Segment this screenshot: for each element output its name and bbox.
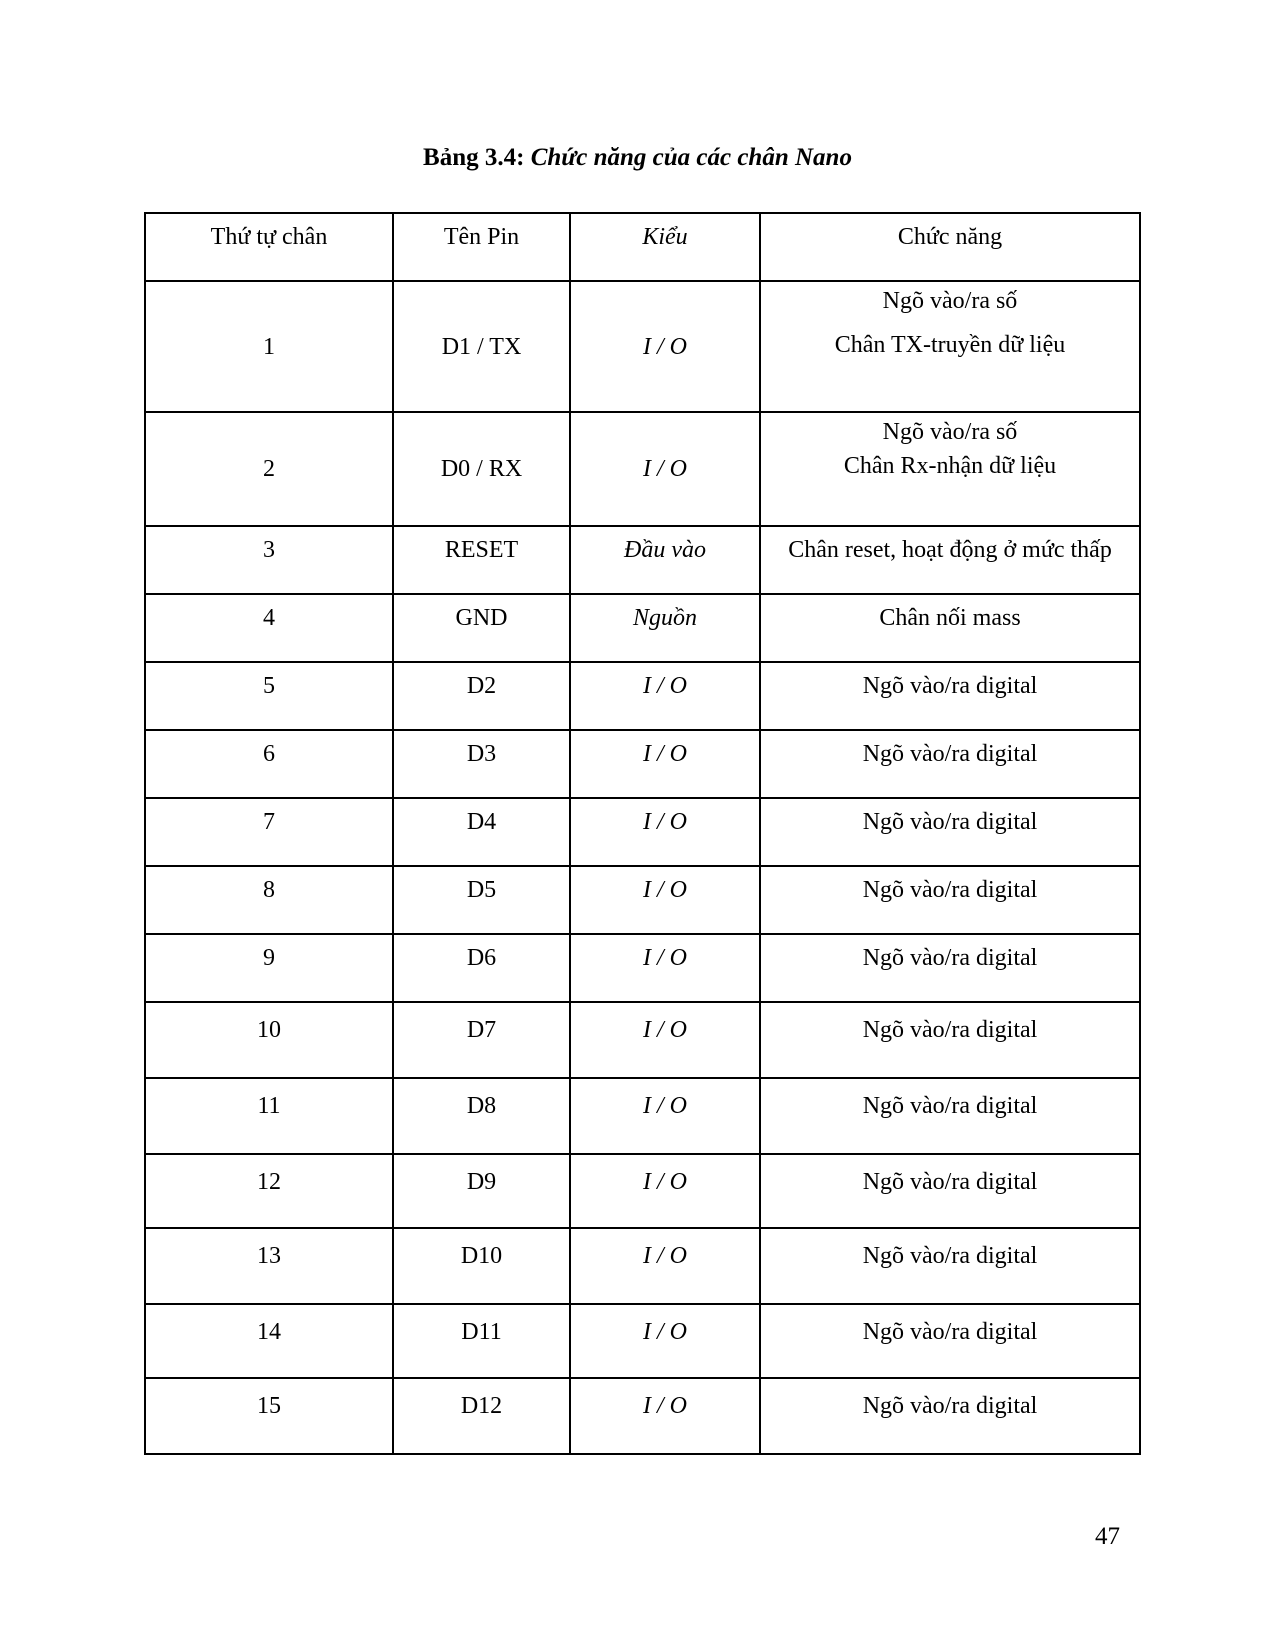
table-row [145, 730, 1140, 798]
cell-function [760, 866, 1140, 934]
cell-type: I / O [570, 281, 760, 412]
table-row [145, 1002, 1140, 1078]
cell-pin-name: D12 [393, 1378, 570, 1454]
cell-function [760, 412, 1140, 526]
cell-order: 5 [145, 662, 393, 730]
table-row [145, 934, 1140, 1002]
cell-type: I / O [570, 412, 760, 526]
cell-type: I / O [570, 730, 760, 798]
cell-order: 8 [145, 866, 393, 934]
table-row [145, 1378, 1140, 1454]
cell-pin-name: D3 [393, 730, 570, 798]
cell-type: I / O [570, 1002, 760, 1078]
table-body [145, 281, 1140, 1454]
cell-function [760, 1228, 1140, 1304]
function-line: Ngõ vào/ra digital [862, 877, 1038, 903]
cell-function [760, 281, 1140, 412]
cell-order: 13 [145, 1228, 393, 1304]
function-line: Chân TX-truyền dữ liệu [834, 332, 1066, 358]
cell-function [760, 526, 1140, 594]
header-function: Chức năng [760, 213, 1140, 281]
cell-order: 15 [145, 1378, 393, 1454]
cell-pin-name: D10 [393, 1228, 570, 1304]
cell-pin-name: D7 [393, 1002, 570, 1078]
cell-type: I / O [570, 1154, 760, 1228]
cell-order: 6 [145, 730, 393, 798]
cell-pin-name: RESET [393, 526, 570, 594]
table-row [145, 1228, 1140, 1304]
cell-type: I / O [570, 798, 760, 866]
cell-type: I / O [570, 866, 760, 934]
cell-function [760, 594, 1140, 662]
function-line: Ngõ vào/ra digital [862, 809, 1038, 835]
cell-order: 1 [145, 281, 393, 412]
table-row [145, 798, 1140, 866]
cell-order: 7 [145, 798, 393, 866]
cell-pin-name: D5 [393, 866, 570, 934]
table-caption-text: Chức năng của các chân Nano [530, 144, 852, 171]
cell-pin-name: D6 [393, 934, 570, 1002]
cell-type: Nguồn [570, 594, 760, 662]
function-line: Chân nối mass [879, 605, 1021, 631]
cell-function [760, 662, 1140, 730]
table-header-row [145, 213, 1140, 281]
cell-function [760, 934, 1140, 1002]
cell-function [760, 1078, 1140, 1154]
cell-function [760, 1002, 1140, 1078]
table-row [145, 1154, 1140, 1228]
function-line: Ngõ vào/ra digital [862, 1093, 1038, 1119]
cell-order: 9 [145, 934, 393, 1002]
function-line: Ngõ vào/ra digital [862, 1393, 1038, 1419]
cell-function [760, 798, 1140, 866]
cell-pin-name: GND [393, 594, 570, 662]
function-line: Ngõ vào/ra số [882, 419, 1018, 445]
pin-function-table [144, 212, 1141, 1455]
table-row [145, 1304, 1140, 1378]
function-line: Ngõ vào/ra digital [862, 1319, 1038, 1345]
function-line: Chân Rx-nhận dữ liệu [843, 453, 1057, 479]
cell-pin-name: D9 [393, 1154, 570, 1228]
table-row [145, 1078, 1140, 1154]
header-order: Thứ tự chân [145, 213, 393, 281]
cell-type: I / O [570, 934, 760, 1002]
cell-pin-name: D0 / RX [393, 412, 570, 526]
table-row [145, 662, 1140, 730]
table-row [145, 866, 1140, 934]
cell-pin-name: D11 [393, 1304, 570, 1378]
cell-type: I / O [570, 662, 760, 730]
table-row [145, 594, 1140, 662]
function-line: Ngõ vào/ra digital [862, 945, 1038, 971]
function-line: Ngõ vào/ra digital [862, 1169, 1038, 1195]
cell-type: I / O [570, 1378, 760, 1454]
cell-function [760, 1304, 1140, 1378]
cell-order: 10 [145, 1002, 393, 1078]
cell-order: 4 [145, 594, 393, 662]
header-type: Kiểu [570, 213, 760, 281]
header-pin-name: Tên Pin [393, 213, 570, 281]
cell-pin-name: D4 [393, 798, 570, 866]
cell-order: 3 [145, 526, 393, 594]
cell-pin-name: D2 [393, 662, 570, 730]
cell-type: I / O [570, 1228, 760, 1304]
function-line: Chân reset, hoạt động ở mức thấp [788, 537, 1112, 563]
page-number: 47 [1095, 1523, 1120, 1550]
cell-order: 11 [145, 1078, 393, 1154]
cell-order: 12 [145, 1154, 393, 1228]
cell-order: 2 [145, 412, 393, 526]
function-line: Ngõ vào/ra digital [862, 741, 1038, 767]
cell-type: I / O [570, 1078, 760, 1154]
function-line: Ngõ vào/ra digital [862, 1017, 1038, 1043]
cell-function [760, 1154, 1140, 1228]
function-line: Ngõ vào/ra digital [862, 673, 1038, 699]
table-row [145, 412, 1140, 526]
cell-pin-name: D1 / TX [393, 281, 570, 412]
table-caption-label: Bảng 3.4: [423, 144, 525, 171]
table-row [145, 526, 1140, 594]
function-line: Ngõ vào/ra digital [862, 1243, 1038, 1269]
table-row [145, 281, 1140, 412]
cell-type: I / O [570, 1304, 760, 1378]
function-line: Ngõ vào/ra số [882, 288, 1018, 314]
cell-pin-name: D8 [393, 1078, 570, 1154]
cell-function [760, 1378, 1140, 1454]
table-caption [0, 143, 1275, 173]
cell-type: Đầu vào [570, 526, 760, 594]
cell-order: 14 [145, 1304, 393, 1378]
cell-function [760, 730, 1140, 798]
